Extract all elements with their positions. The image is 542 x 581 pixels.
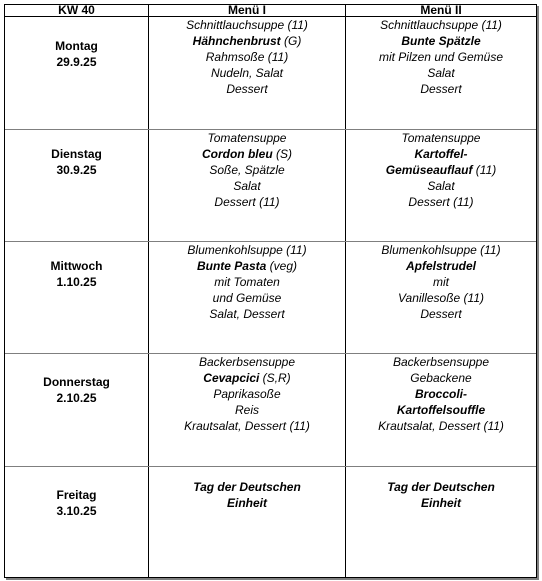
dish-text: Dessert (11) [214,195,280,209]
dish-line [149,290,345,306]
weekly-menu-table [4,4,537,578]
menu1-cell [149,479,345,511]
dish-line [149,274,345,290]
dish-main: Einheit [420,496,461,510]
dish-text: Schnittlauchsuppe (11) [186,18,308,32]
menu2-cell [346,242,536,322]
dish-line [149,146,345,162]
day-cell [5,374,148,406]
menu1-cell [149,130,345,210]
dish-text: Blumenkohlsuppe (11) [381,243,501,257]
dish-text: Gebackene [410,371,472,385]
dish-line [149,418,345,434]
dish-line [346,258,536,274]
dish-line [149,354,345,370]
dish-line [149,495,345,511]
dish-line [149,306,345,322]
dish-line [149,258,345,274]
menu2-cell [346,354,536,434]
dish-line [346,402,536,418]
day-name: Freitag [56,488,97,502]
menu2-header: Menü II [420,3,462,17]
menu2-cell [346,17,536,97]
dish-line [346,65,536,81]
dish-line [346,146,536,162]
dish-line [346,479,536,495]
dish-line [346,274,536,290]
dish-line [149,65,345,81]
dish-main: Apfelstrudel [405,259,476,273]
dish-text: Tomatensuppe [401,131,481,145]
dish-main: Kartoffel- [414,147,468,161]
dish-line [149,33,345,49]
dish-line [149,178,345,194]
allergen-code: (S,R) [259,371,291,385]
dish-line [346,81,536,97]
dish-text: Salat [427,66,455,80]
dish-text: Vanillesoße (11) [397,291,485,305]
dish-text: Rahmsoße (11) [205,50,289,64]
dish-line [346,495,536,511]
allergen-code: (11) [472,163,497,177]
day-date: 30.9.25 [56,163,97,177]
dish-text: Backerbsensuppe [198,355,296,369]
dish-text: mit [433,275,449,289]
dish-line [149,370,345,386]
menu2-cell [346,130,536,210]
dish-main: Tag der Deutschen [387,480,495,494]
allergen-code: (G) [280,34,302,48]
dish-text: Krautsalat, Dessert (11) [184,419,310,433]
dish-text: mit Tomaten [214,275,280,289]
week-header: KW 40 [58,3,95,17]
dish-main: Tag der Deutschen [193,480,301,494]
dish-text: Dessert [420,307,462,321]
dish-main: Kartoffelsouffle [396,403,486,417]
menu1-header: Menü I [228,3,266,17]
day-date: 2.10.25 [56,391,97,405]
dish-line [346,242,536,258]
dish-line [346,290,536,306]
dish-line [346,178,536,194]
menu1-cell [149,242,345,322]
day-date: 29.9.25 [56,55,97,69]
day-cell [5,38,148,70]
dish-text: Reis [234,403,259,417]
day-name: Dienstag [51,147,102,161]
dish-line [149,49,345,65]
dish-text: Dessert [226,82,268,96]
day-cell [5,487,148,519]
allergen-code: (veg) [266,259,298,273]
menu1-cell [149,17,345,97]
dish-line [149,242,345,258]
dish-text: Salat [233,179,261,193]
dish-text: Krautsalat, Dessert (11) [378,419,504,433]
dish-line [149,194,345,210]
dish-text: Paprikasoße [213,387,281,401]
dish-line [346,162,536,178]
dish-line [346,354,536,370]
dish-main: Bunte Spätzle [401,34,481,48]
dish-main: Gemüseauflauf [385,163,473,177]
day-name: Donnerstag [43,375,110,389]
menu2-cell [346,479,536,511]
menu1-cell [149,354,345,434]
dish-line [346,17,536,33]
dish-text: Dessert [420,82,462,96]
dish-text: und Gemüse [212,291,282,305]
dish-line [346,194,536,210]
row-divider [5,466,536,467]
dish-text: Salat [427,179,455,193]
day-date: 3.10.25 [56,504,97,518]
dish-text: Backerbsensuppe [392,355,490,369]
day-name: Montag [55,39,98,53]
dish-text: Salat, Dessert [209,307,285,321]
day-name: Mittwoch [50,259,103,273]
dish-line [346,306,536,322]
dish-text: Dessert (11) [408,195,474,209]
dish-main: Bunte Pasta [196,259,267,273]
dish-main: Cevapcici [203,371,260,385]
dish-line [149,386,345,402]
dish-line [346,33,536,49]
day-date: 1.10.25 [56,275,97,289]
dish-text: Soße, Spätzle [209,163,285,177]
dish-main: Cordon bleu [201,147,273,161]
dish-line [149,17,345,33]
dish-line [346,386,536,402]
dish-text: Blumenkohlsuppe (11) [187,243,307,257]
dish-text: Nudeln, Salat [210,66,284,80]
dish-line [346,418,536,434]
dish-line [149,162,345,178]
dish-main: Broccoli- [414,387,467,401]
dish-line [149,479,345,495]
day-cell [5,258,148,290]
dish-line [346,130,536,146]
dish-text: Tomatensuppe [207,131,287,145]
dish-text: Schnittlauchsuppe (11) [380,18,502,32]
day-cell [5,146,148,178]
dish-main: Einheit [226,496,267,510]
dish-line [149,81,345,97]
allergen-code: (S) [272,147,292,161]
dish-line [149,130,345,146]
dish-text: mit Pilzen und Gemüse [378,50,504,64]
dish-main: Hähnchenbrust [192,34,281,48]
dish-line [149,402,345,418]
dish-line [346,370,536,386]
dish-line [346,49,536,65]
